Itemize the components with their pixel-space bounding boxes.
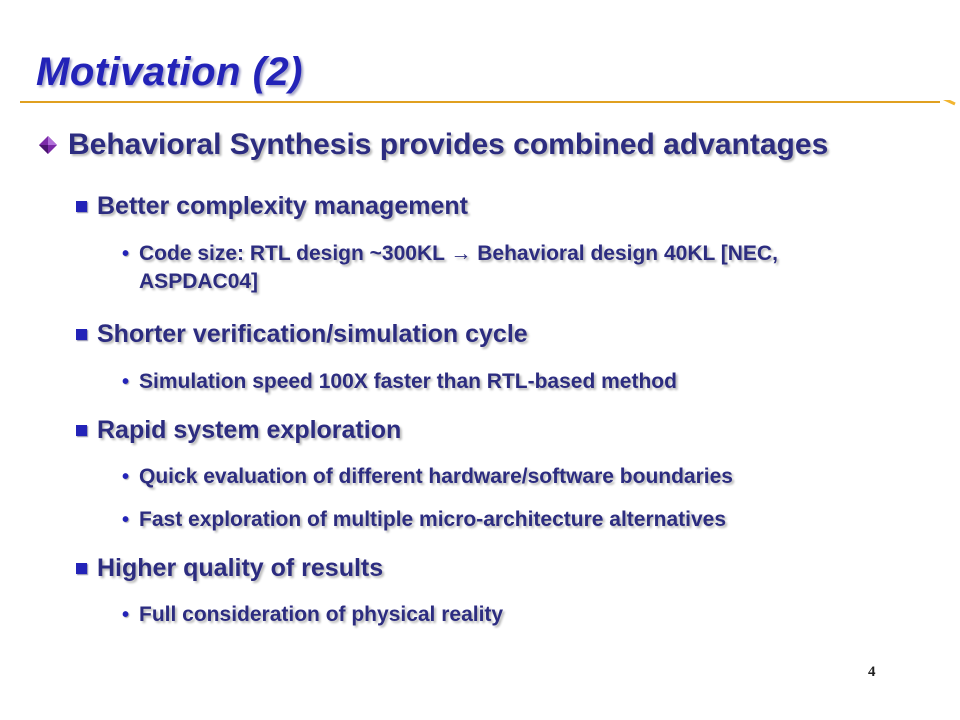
- item-physical-reality: [122, 601, 503, 629]
- section-heading: Rapid system exploration: [97, 416, 402, 444]
- square-bullet-icon: [76, 563, 87, 574]
- item-text-line2: ASPDAC04]: [139, 270, 259, 293]
- dot-bullet-icon: •: [122, 604, 130, 626]
- item-text-part2: Behavioral design 40KL [NEC,: [471, 242, 778, 265]
- section-heading: Higher quality of results: [97, 554, 384, 582]
- item-fast-exploration: [122, 506, 726, 534]
- section-heading: Shorter verification/simulation cycle: [97, 320, 528, 348]
- item-text: [139, 240, 778, 296]
- square-bullet-icon: [76, 201, 87, 212]
- item-code-size: [122, 240, 778, 296]
- slide-title: Motivation (2): [36, 50, 303, 94]
- page-number: 4: [868, 664, 876, 680]
- dot-bullet-icon: •: [122, 243, 130, 265]
- item-text: Fast exploration of multiple micro-architecture alternatives: [139, 508, 727, 531]
- section-verification: [76, 320, 528, 349]
- square-bullet-icon: [76, 425, 87, 436]
- item-text-part1: Code size: RTL design ~300KL: [139, 242, 451, 265]
- item-simulation-speed: [122, 368, 677, 396]
- item-text: Quick evaluation of different hardware/software boundaries: [139, 465, 733, 488]
- dot-bullet-icon: •: [122, 466, 130, 488]
- section-quality: [76, 554, 383, 583]
- dot-bullet-icon: •: [122, 509, 130, 531]
- title-underline-swoosh-icon: [20, 100, 960, 112]
- right-arrow-icon: →: [450, 242, 472, 265]
- item-text: Full consideration of physical reality: [139, 603, 504, 626]
- section-exploration: [76, 416, 401, 445]
- section-complexity: [76, 192, 468, 221]
- main-bullet-text: Behavioral Synthesis provides combined advantages: [68, 128, 829, 161]
- item-text: Simulation speed 100X faster than RTL-based method: [139, 370, 677, 393]
- square-bullet-icon: [76, 329, 87, 340]
- item-quick-evaluation: [122, 463, 733, 491]
- dot-bullet-icon: •: [122, 371, 130, 393]
- section-heading: Better complexity management: [97, 192, 468, 220]
- diamond-bullet-icon: [38, 135, 58, 155]
- main-bullet: [38, 128, 828, 162]
